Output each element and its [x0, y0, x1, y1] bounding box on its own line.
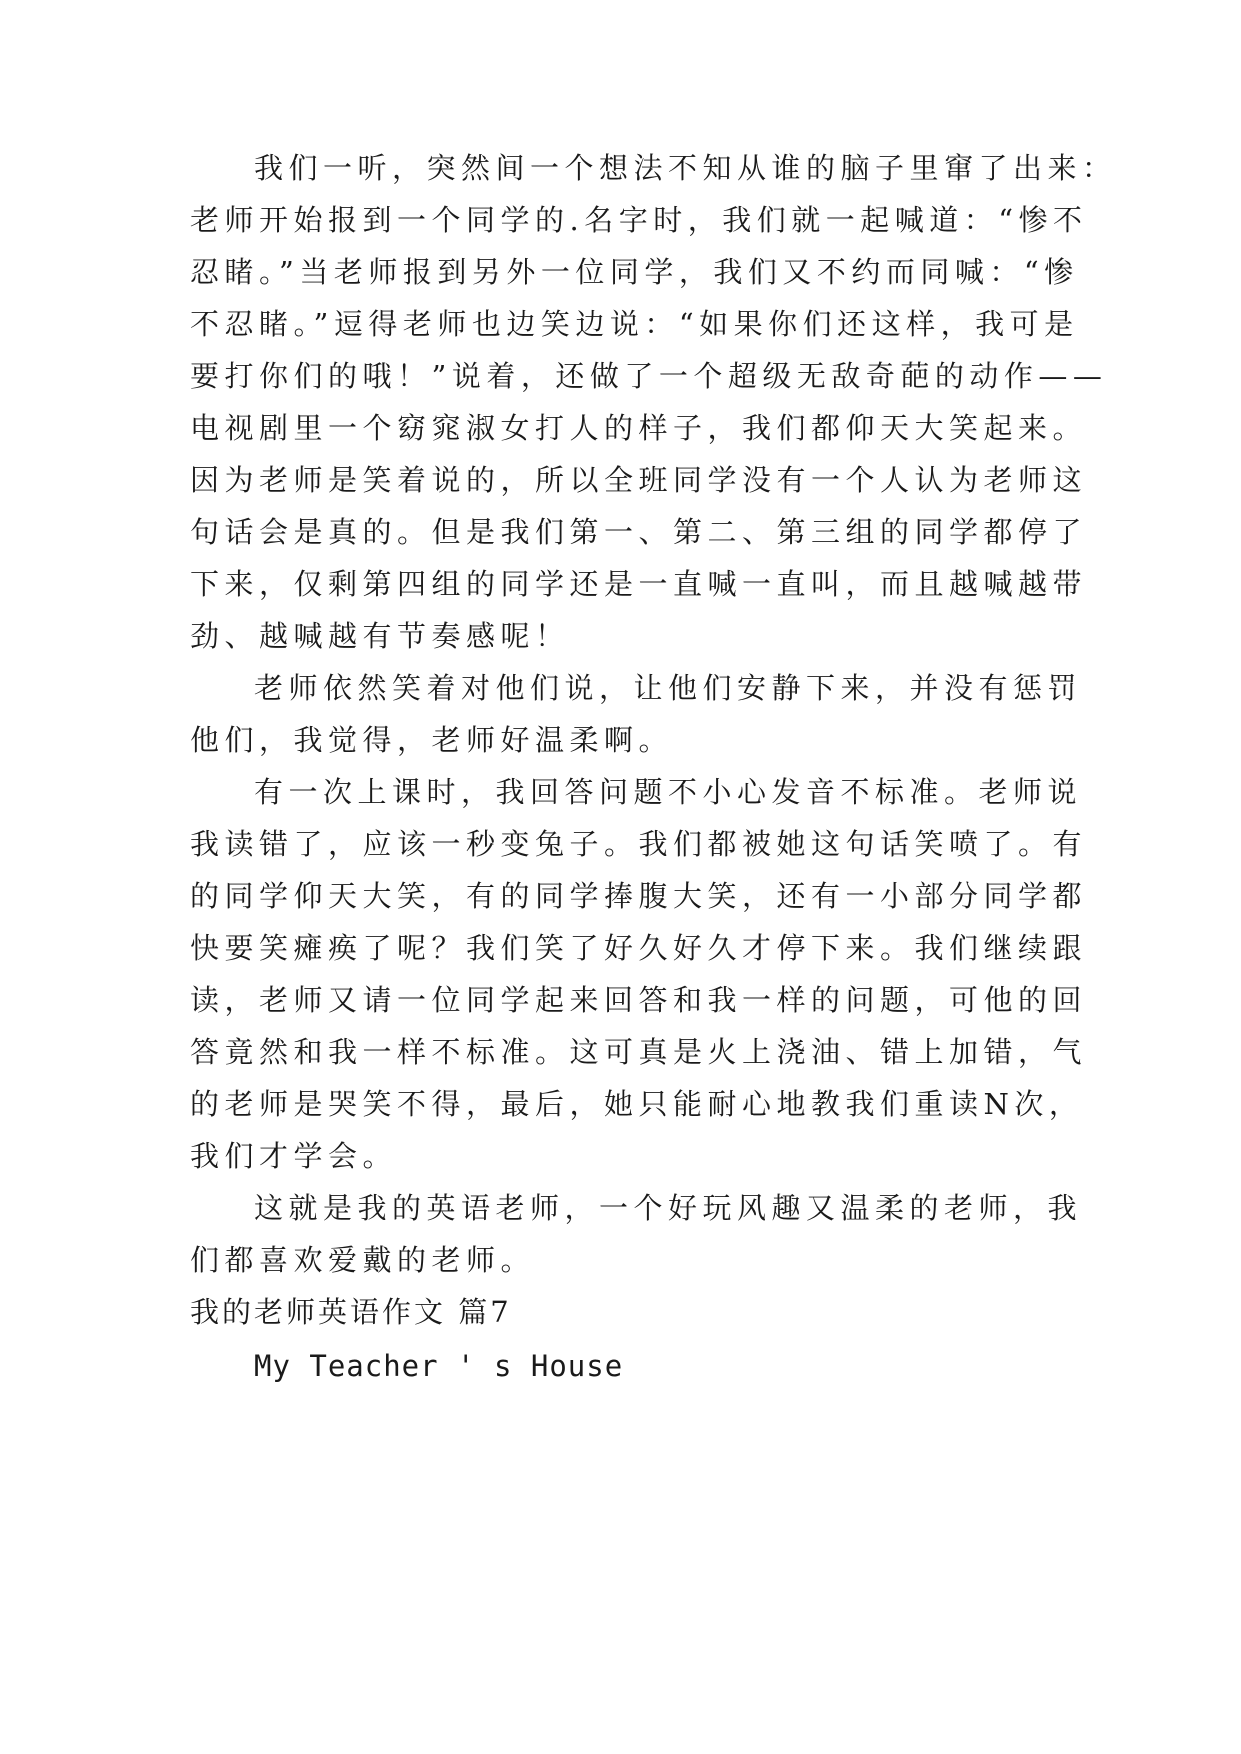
paragraph-line: 句话会是真的。但是我们第一、第二、第三组的同学都停了 [190, 515, 1088, 549]
paragraph-line: 下来，仅剩第四组的同学还是一直喊一直叫，而且越喊越带 [190, 567, 1088, 601]
paragraph-line: 的同学仰天大笑，有的同学捧腹大笑，还有一小部分同学都 [190, 879, 1088, 913]
paragraph-line: 这就是我的英语老师，一个好玩风趣又温柔的老师，我 [254, 1191, 1083, 1225]
paragraph-line: 老师依然笑着对他们说，让他们安静下来，并没有惩罚 [254, 671, 1083, 705]
paragraph-line: 劲、越喊越有节奏感呢！ [190, 619, 570, 653]
paragraph-line: 电视剧里一个窈窕淑女打人的样子，我们都仰天大笑起来。 [190, 411, 1088, 445]
section-heading: 我的老师英语作文 篇7 [190, 1295, 512, 1329]
paragraph-line: 们都喜欢爱戴的老师。 [190, 1243, 536, 1277]
english-title: My Teacher ' s House [254, 1349, 624, 1383]
paragraph-line: 因为老师是笑着说的，所以全班同学没有一个人认为老师这 [190, 463, 1088, 497]
paragraph-line: 忍睹。”当老师报到另外一位同学，我们又不约而同喊：“惨 [190, 255, 1079, 289]
paragraph-line: 快要笑瘫痪了呢？我们笑了好久好久才停下来。我们继续跟 [190, 931, 1088, 965]
paragraph-line: 要打你们的哦！”说着，还做了一个超级无敌奇葩的动作—— [190, 359, 1108, 393]
paragraph-line: 老师开始报到一个同学的.名字时，我们就一起喊道：“惨不 [190, 203, 1088, 237]
paragraph-line: 答竟然和我一样不标准。这可真是火上浇油、错上加错，气 [190, 1035, 1088, 1069]
paragraph-line: 我们一听，突然间一个想法不知从谁的脑子里窜了出来： [254, 151, 1117, 185]
paragraph-line: 他们，我觉得，老师好温柔啊。 [190, 723, 674, 757]
paragraph-line: 有一次上课时，我回答问题不小心发音不标准。老师说 [254, 775, 1083, 809]
paragraph-line: 我读错了，应该一秒变兔子。我们都被她这句话笑喷了。有 [190, 827, 1088, 861]
paragraph-line: 的老师是哭笑不得，最后，她只能耐心地教我们重读N次， [190, 1087, 1084, 1121]
paragraph-line: 我们才学会。 [190, 1139, 398, 1173]
paragraph-line: 不忍睹。”逗得老师也边笑边说：“如果你们还这样，我可是 [190, 307, 1079, 341]
paragraph-line: 读，老师又请一位同学起来回答和我一样的问题，可他的回 [190, 983, 1088, 1017]
